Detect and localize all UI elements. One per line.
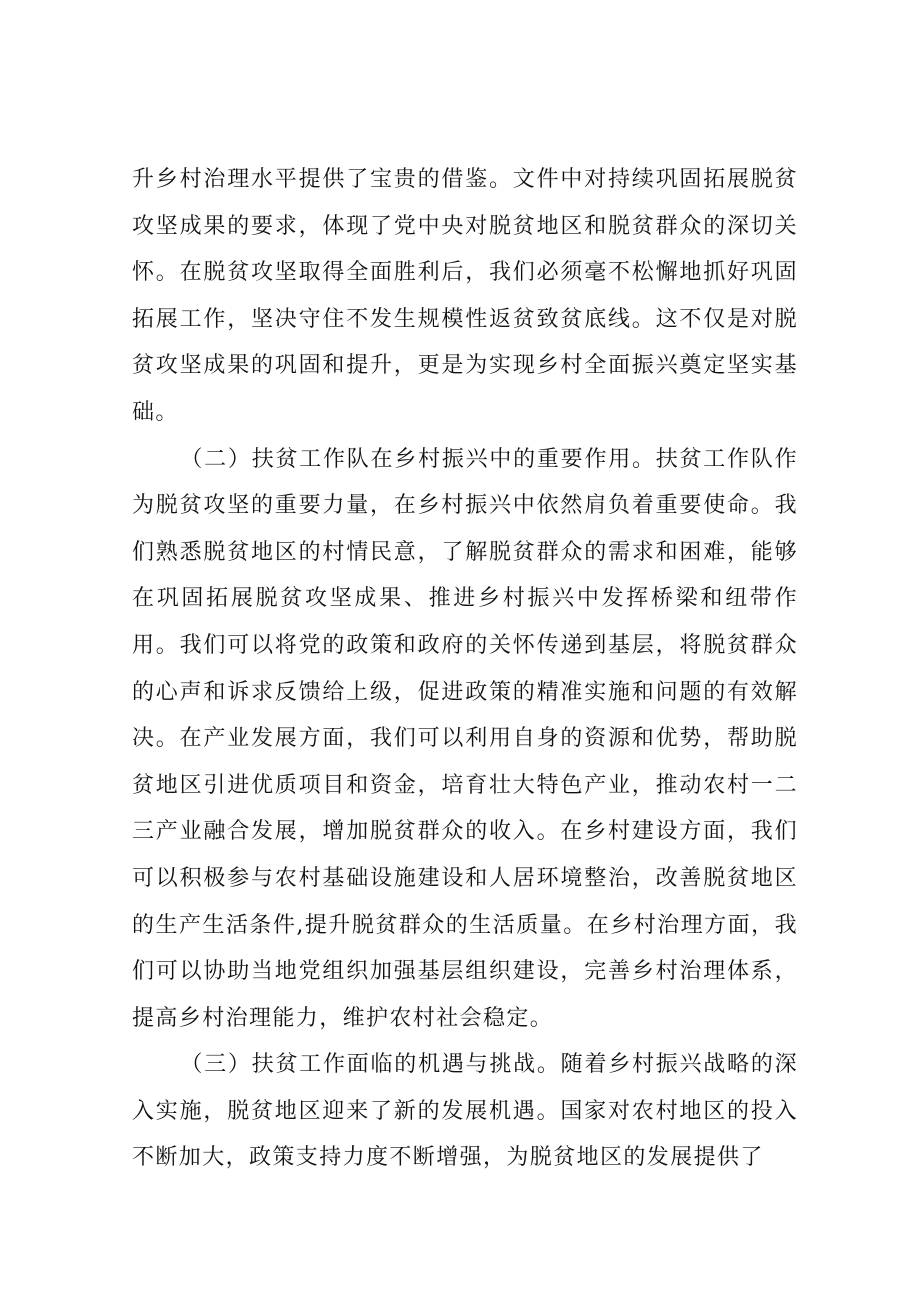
- paragraph-2: （二）扶贫工作队在乡村振兴中的重要作用。扶贫工作队作为脱贫攻坚的重要力量，在乡村振兴中依然肩负着重要使命。我们熟悉脱贫地区的村情民意，了解脱贫群众的需求和困难，能够在巩固拓展脱贫攻坚成果、推进乡村振兴中发挥桥梁和纽带作用。我们可以将党的政策和政府的关怀传递到基层，将脱贫群众的心声和诉求反馈给上级，促进政策的精准实施和问题的有效解决。在产业发展方面，我们可以利用自身的资源和优势，帮助脱贫地区引进优质项目和资金，培育壮大特色产业，推动农村一二三产业融合发展，增加脱贫群众的收入。在乡村建设方面，我们可以积极参与农村基础设施建设和人居环境整治，改善脱贫地区的生产生活条件,提升脱贫群众的生活质量。在乡村治理方面，我们可以协助当地党组织加强基层组织建设，完善乡村治理体系，提高乡村治理能力，维护农村社会稳定。: [132, 446, 798, 1031]
- paragraph-1: 升乡村治理水平提供了宝贵的借鉴。文件中对持续巩固拓展脱贫攻坚成果的要求，体现了党中央对脱贫地区和脱贫群众的深切关怀。在脱贫攻坚取得全面胜利后，我们必须毫不松懈地抓好巩固拓展工作，坚决守住不发生规模性返贫致贫底线。这不仅是对脱贫攻坚成果的巩固和提升，更是为实现乡村全面振兴奠定坚实基础。: [132, 167, 798, 425]
- paragraph-3: （三）扶贫工作面临的机遇与挑战。随着乡村振兴战略的深入实施，脱贫地区迎来了新的发展机遇。国家对农村地区的投入不断加大，政策支持力度不断增强，为脱贫地区的发展提供了: [132, 1052, 798, 1171]
- document-body: [132, 157, 798, 1182]
